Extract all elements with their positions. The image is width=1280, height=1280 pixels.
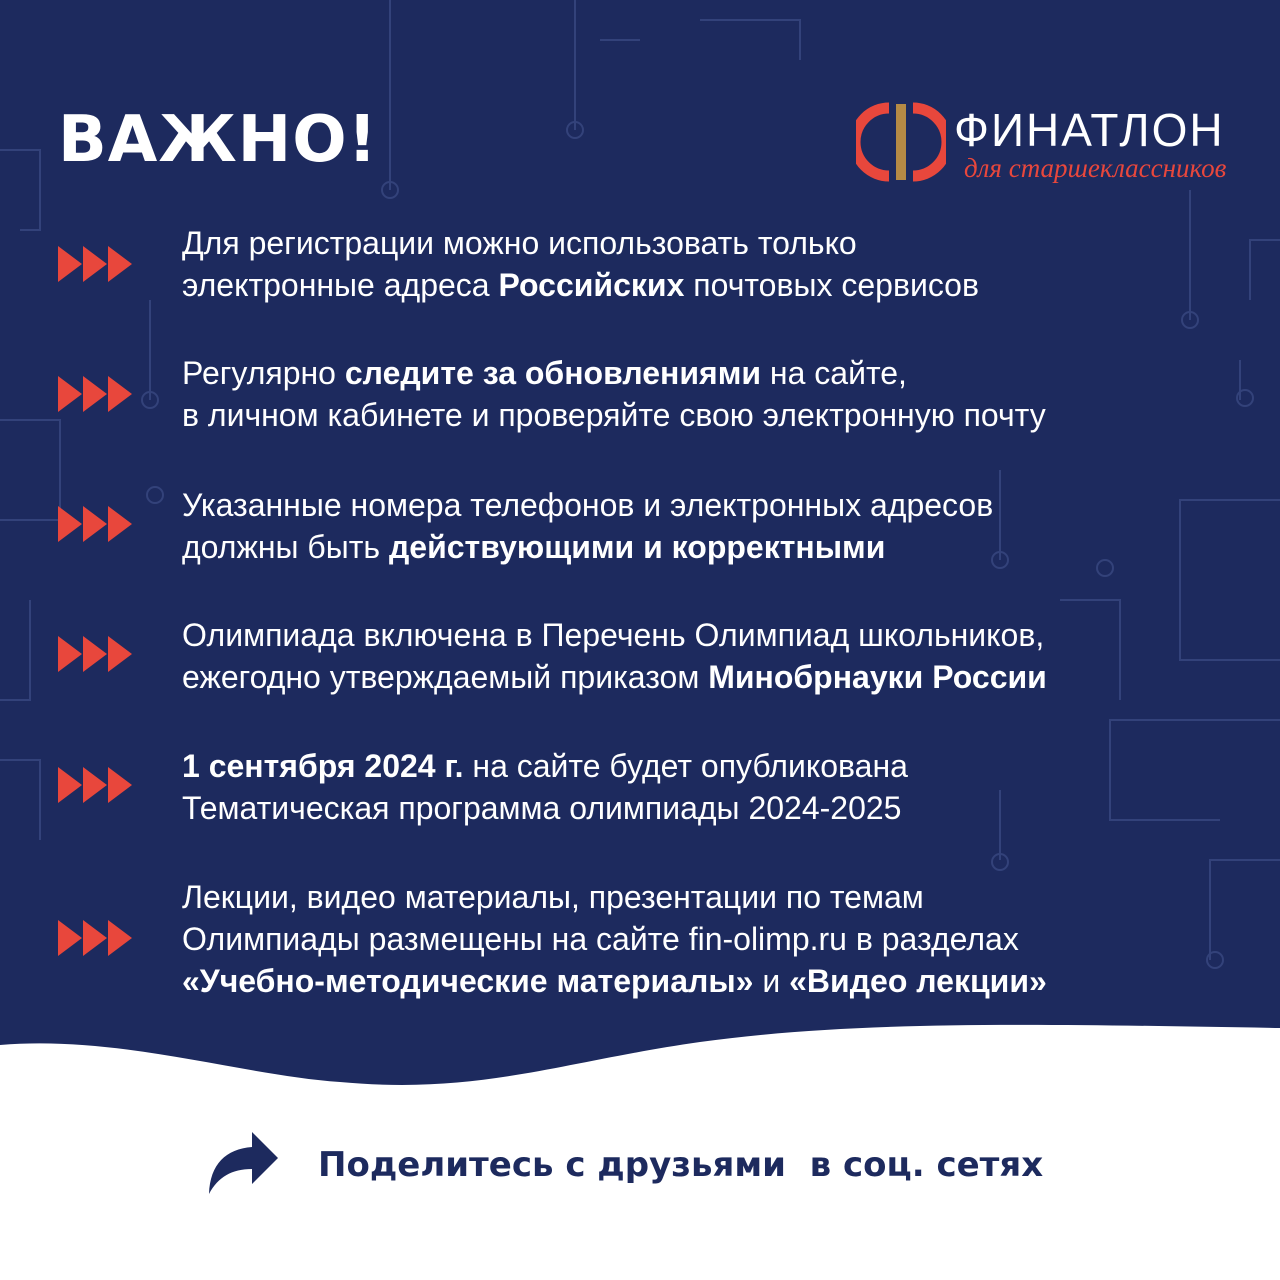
item-line xyxy=(182,748,908,784)
plain-text: электронные адреса xyxy=(182,267,499,303)
triple-chevron-right-icon xyxy=(58,767,134,803)
finatlon-logo-mark-icon xyxy=(856,102,946,182)
item-text xyxy=(182,614,1262,698)
item-line xyxy=(182,921,1019,957)
plain-text: должны быть xyxy=(182,529,389,565)
plain-text: Указанные номера телефонов и электронных адресов xyxy=(182,487,994,523)
item-text xyxy=(182,222,1262,306)
page-title: ВАЖНО! xyxy=(58,103,378,177)
plain-text: Тематическая программа олимпиады 2024-2025 xyxy=(182,790,902,826)
item-line xyxy=(182,397,1046,433)
plain-text: на сайте, xyxy=(761,355,907,391)
share-call-to-action[interactable]: Поделитесь с друзьями в соц. сетях xyxy=(318,1145,1044,1185)
plain-text: в личном кабинете и проверяйте свою электронную почту xyxy=(182,397,1046,433)
triple-chevron-right-icon xyxy=(58,376,134,412)
item-line xyxy=(182,617,1044,653)
plain-text: почтовых сервисов xyxy=(684,267,979,303)
share-arrow-icon[interactable] xyxy=(206,1130,280,1196)
emphasis-text: «Видео лекции» xyxy=(789,963,1047,999)
item-line xyxy=(182,879,924,915)
item-text xyxy=(182,352,1262,436)
item-text xyxy=(182,876,1262,1002)
item-line xyxy=(182,355,907,391)
item-text xyxy=(182,745,1262,829)
emphasis-text: Минобрнауки России xyxy=(708,659,1047,695)
emphasis-text: действующими и корректными xyxy=(388,529,886,565)
emphasis-text: 1 сентября 2024 г. xyxy=(182,748,464,784)
item-line xyxy=(182,790,901,826)
plain-text: Регулярно xyxy=(182,355,345,391)
triple-chevron-right-icon xyxy=(58,636,134,672)
item-line xyxy=(182,529,885,565)
item-line xyxy=(182,267,979,303)
logo-name: ФИНАТЛОН xyxy=(954,104,1225,156)
finatlon-logo xyxy=(856,102,1226,188)
plain-text: ежегодно утверждаемый приказом xyxy=(182,659,709,695)
triple-chevron-right-icon xyxy=(58,246,134,282)
plain-text: Олимпиада включена в Перечень Олимпиад школьников, xyxy=(182,617,1045,653)
item-line xyxy=(182,659,1047,695)
logo-tagline: для старшеклассников xyxy=(964,153,1227,183)
item-line xyxy=(182,225,857,261)
wave-divider xyxy=(0,990,1280,1110)
plain-text: Лекции, видео материалы, презентации по темам xyxy=(182,879,924,915)
item-line xyxy=(182,963,1047,999)
triple-chevron-right-icon xyxy=(58,920,134,956)
item-text xyxy=(182,484,1262,568)
item-line xyxy=(182,487,993,523)
plain-text: на сайте будет опубликована xyxy=(463,748,908,784)
emphasis-text: «Учебно-методические материалы» xyxy=(182,963,754,999)
plain-text: Для регистрации можно использовать только xyxy=(182,225,857,261)
plain-text: Олимпиады размещены на сайте fin-olimp.ru в разделах xyxy=(182,921,1019,957)
triple-chevron-right-icon xyxy=(58,506,134,542)
emphasis-text: Российских xyxy=(498,267,685,303)
emphasis-text: следите за обновлениями xyxy=(344,355,762,391)
plain-text: и xyxy=(753,963,790,999)
